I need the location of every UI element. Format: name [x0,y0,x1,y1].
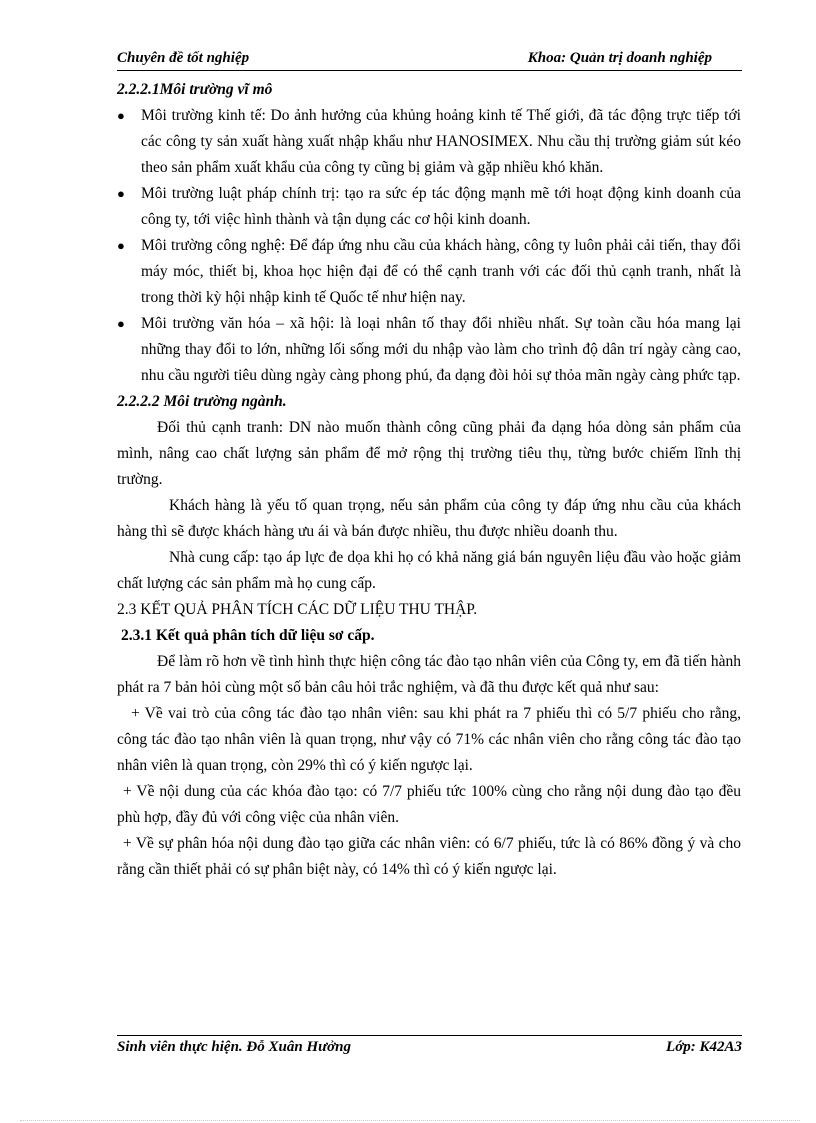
footer-class: Lớp: K42A3 [666,1039,742,1055]
macro-environment-list [117,103,741,389]
paragraph-result-content: + Về nội dung của các khóa đào tạo: có 7/7 phiếu tức 100% cùng cho rằng nội dung đào tạo đều phù hợp, đầy đủ với công việc của nhân viên. [117,783,741,826]
list-item [117,181,741,233]
header-thesis-type: Chuyên đề tốt nghiệp [117,50,250,66]
list-item [117,233,741,311]
paragraph-result-role: + Về vai trò của công tác đào tạo nhân viên: sau khi phát ra 7 phiếu thì có 5/7 phiếu cho rằng, công tác đào tạo nhân viên là quan trọng, như vậy có 71% các nhân viên cho rằng công tác đào tạo nhân viên là quan trọng, còn 29% thì có ý kiến ngược lại. [117,705,741,774]
header-faculty: Khoa: Quản trị doanh nghiệp [527,50,712,66]
list-item-text: Môi trường công nghệ: Để đáp ứng nhu cầu của khách hàng, công ty luôn phải cải tiến, thay đổi máy móc, thiết bị, khoa học hiện đại để có thể cạnh tranh với các đối thủ cạnh tranh, nhất là trong thời kỳ hội nhập kinh tế Quốc tế như hiện nay. [141,237,741,306]
paragraph-competitors: Đối thủ cạnh tranh: DN nào muốn thành công cũng phải đa dạng hóa dòng sản phẩm của mình, nâng cao chất lượng sản phẩm để mở rộng thị trường tiêu thụ, từng bước chiếm lĩnh thị trường. [117,419,741,488]
results-heading: 2.3 KẾT QUẢ PHÂN TÍCH CÁC DỮ LIỆU THU THẬP. [117,601,478,618]
bullet-icon: ● [117,238,125,253]
primary-data-subheading: 2.3.1 Kết quả phân tích dữ liệu sơ cấp. [121,627,375,644]
paragraph-customers: Khách hàng là yếu tố quan trọng, nếu sản phẩm của công ty đáp ứng nhu cầu của khách hàng thì sẽ được khách hàng ưu ái và bán được nhiều, thu được nhiều doanh thu. [117,497,741,540]
paragraph-intro: Để làm rõ hơn về tình hình thực hiện công tác đào tạo nhân viên của Công ty, em đã tiến hành phát ra 7 bản hỏi cùng một số bản câu hỏi trắc nghiệm, và đã thu được kết quả như sau: [117,653,741,696]
page-header [117,50,742,71]
footer-student: Sinh viên thực hiện. Đỗ Xuân Hưởng [117,1039,352,1055]
industry-environment-heading: 2.2.2.2 Môi trường ngành. [117,393,287,410]
document-body [117,77,741,883]
list-item-text: Môi trường văn hóa – xã hội: là loại nhân tố thay đổi nhiều nhất. Sự toàn cầu hóa mang lại những thay đổi to lớn, những lối sống mới du nhập vào làm cho trình độ dân trí ngày càng cao, nhu cầu người tiêu dùng ngày càng phong phú, đa dạng đòi hỏi sự thỏa mãn ngày càng phức tạp. [141,315,741,384]
list-item-text: Môi trường luật pháp chính trị: tạo ra sức ép tác động mạnh mẽ tới hoạt động kinh doanh của công ty, tới việc hình thành và tận dụng các cơ hội kinh doanh. [141,185,741,228]
list-item [117,103,741,181]
bullet-icon: ● [117,108,125,123]
bullet-icon: ● [117,316,125,331]
list-item-text: Môi trường kinh tế: Do ảnh hưởng của khủng hoảng kinh tế Thế giới, đã tác động trực tiếp tới các công ty sản xuất hàng xuất nhập khẩu như HANOSIMEX. Nhu cầu thị trường giảm sút kéo theo sản phẩm xuất khẩu của công ty cũng bị giảm và gặp nhiều khó khăn. [141,107,741,176]
page-edge-divider [20,1120,800,1121]
paragraph-result-differentiation: + Về sự phân hóa nội dung đào tạo giữa các nhân viên: có 6/7 phiếu, tức là có 86% đồng ý và cho rằng cần thiết phải có sự phân biệt này, có 14% thì có ý kiến ngược lại. [117,835,741,878]
list-item [117,311,741,389]
macro-environment-heading: 2.2.2.1Môi trường vĩ mô [117,81,273,98]
bullet-icon: ● [117,186,125,201]
footer-divider [117,1035,742,1036]
paragraph-suppliers: Nhà cung cấp: tạo áp lực đe dọa khi họ có khả năng giá bán nguyên liệu đầu vào hoặc giảm chất lượng các sản phẩm mà họ cung cấp. [117,549,741,592]
